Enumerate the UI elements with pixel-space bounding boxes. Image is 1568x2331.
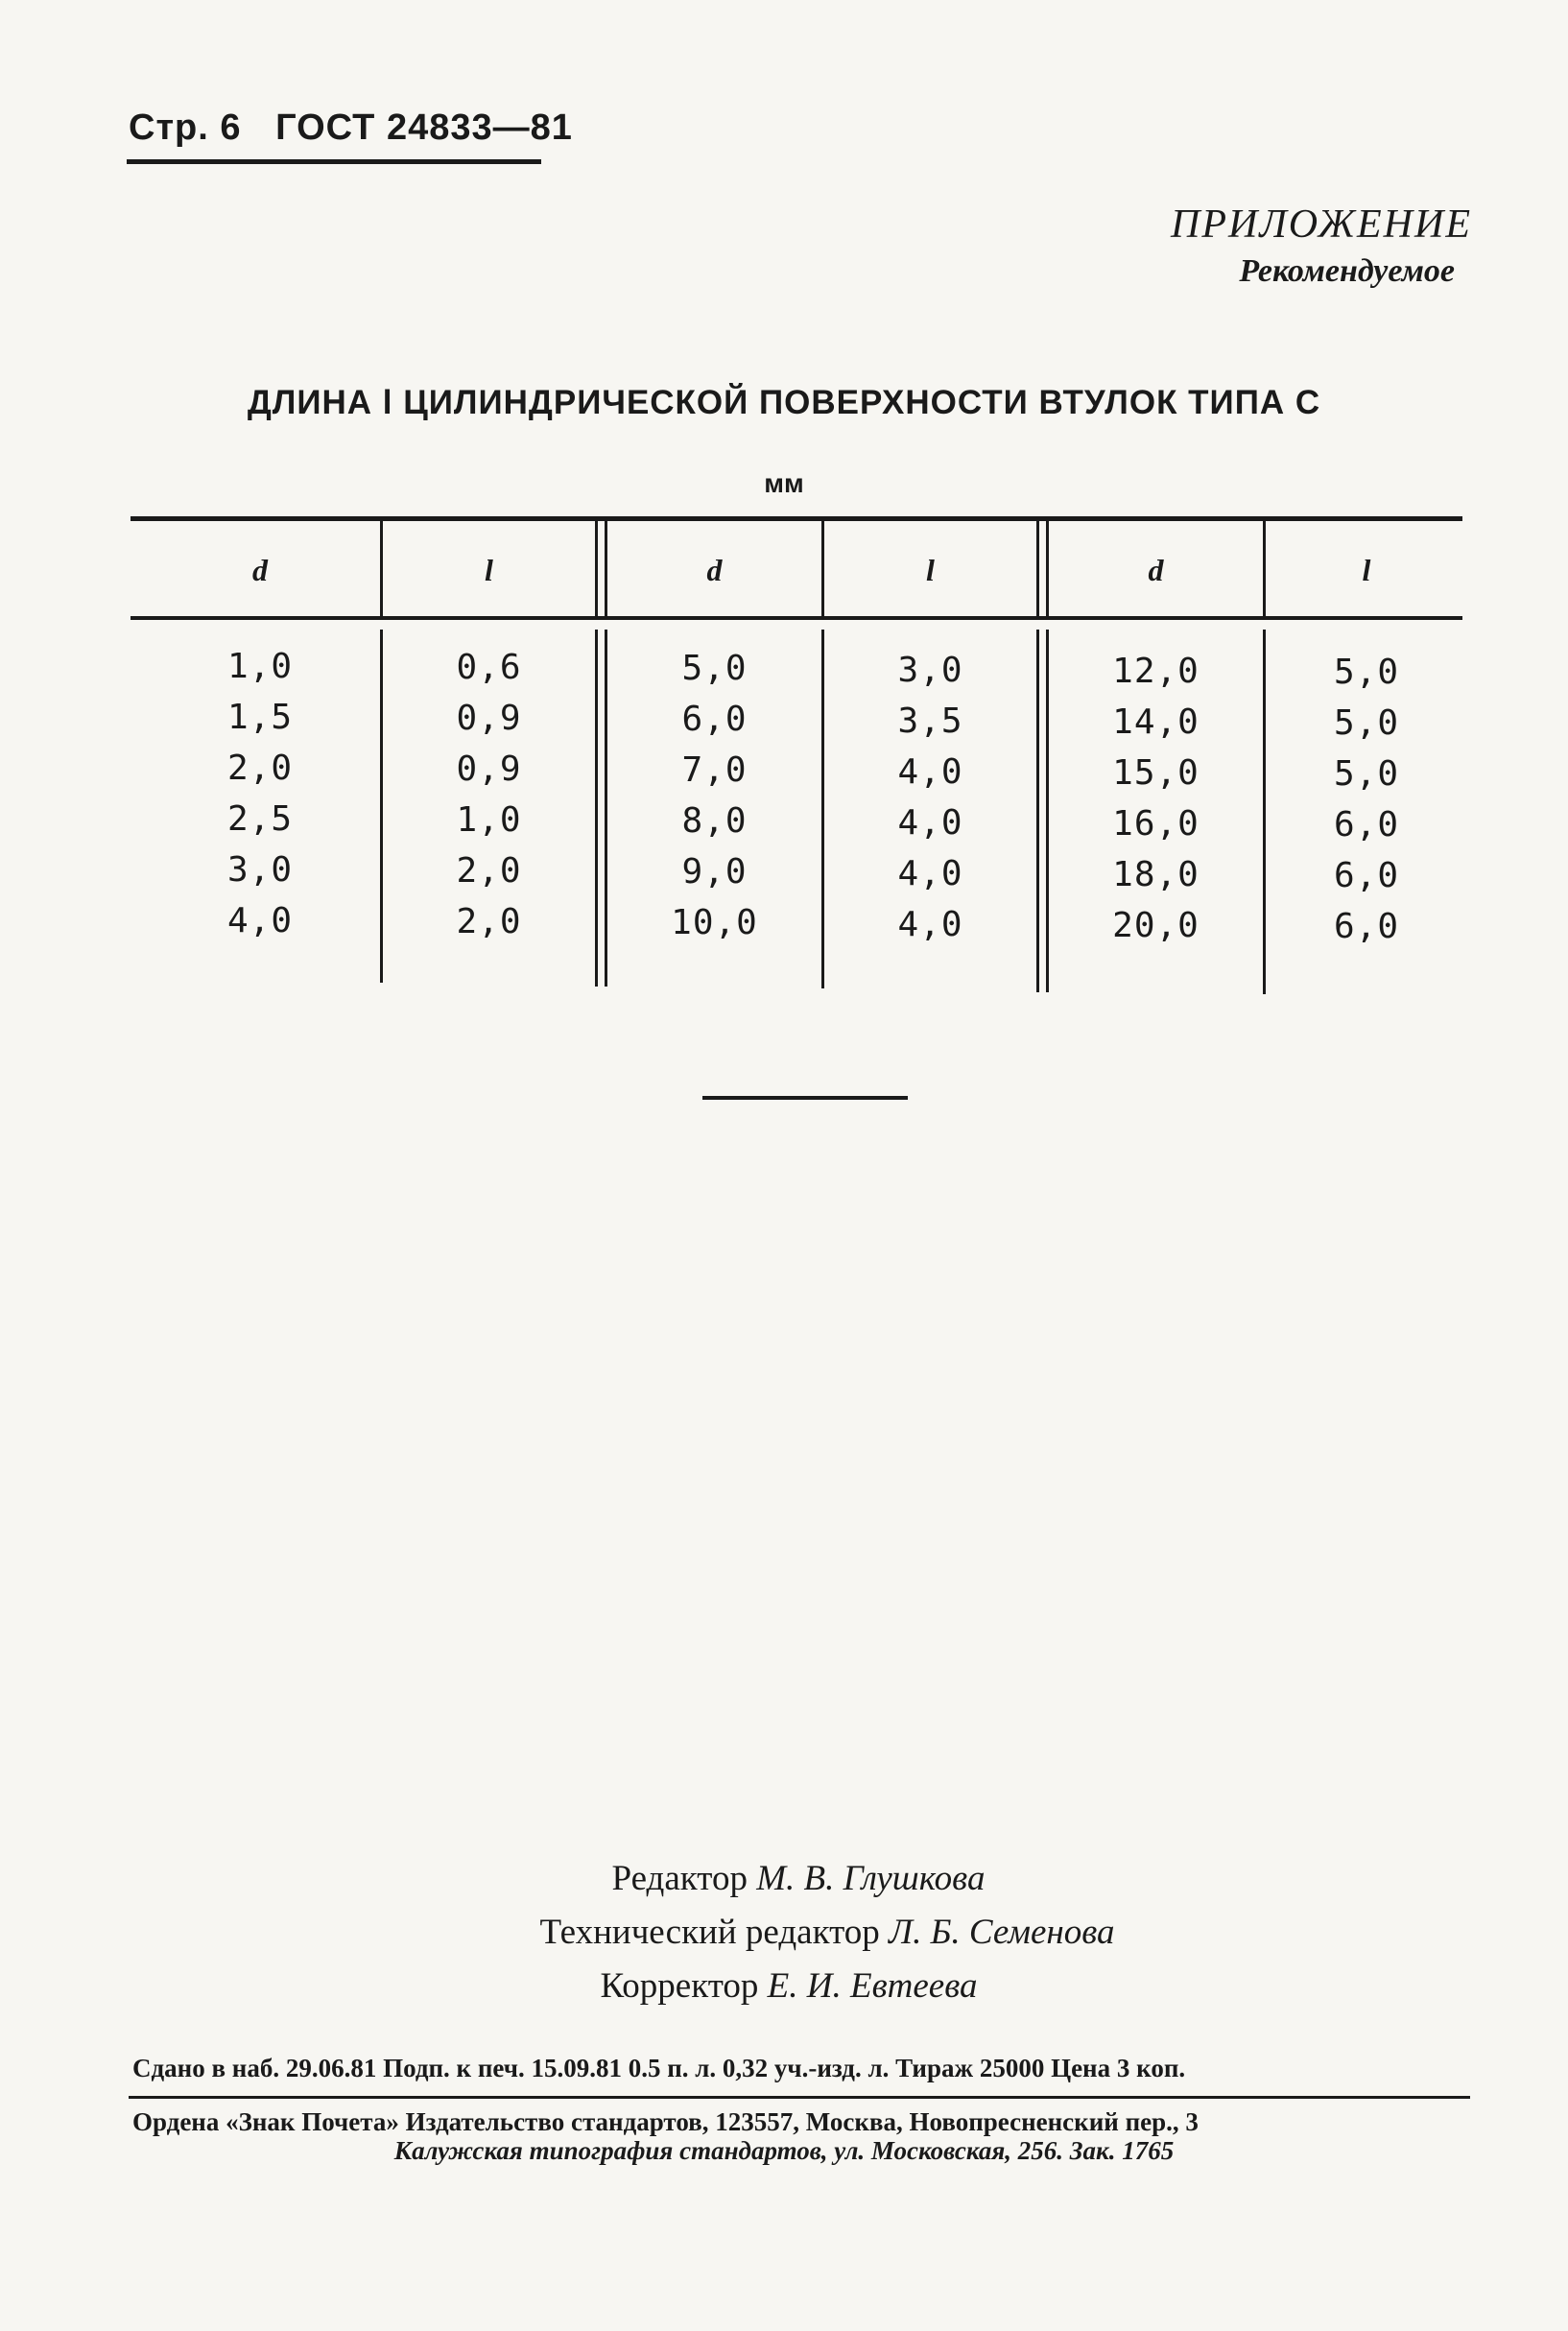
tech-editor-name: Л. Б. Семенова [889, 1913, 1115, 1952]
table-cell-d2: 5,0 [681, 649, 748, 689]
editor-name: М. В. Глушкова [756, 1859, 986, 1898]
table-cell-d1: 2,0 [226, 749, 294, 788]
table-header-rule [131, 616, 1462, 620]
col-double-divider [1036, 516, 1039, 616]
table-cell-l2: 4,0 [897, 751, 963, 792]
appendix-status: Рекомендуемое [1239, 253, 1455, 289]
table-cell-d1: 1,0 [226, 647, 294, 686]
proofreader-role: Корректор [600, 1966, 759, 2006]
table-cell-l3: 5,0 [1333, 703, 1400, 743]
table-cell-l1: 1,0 [456, 800, 522, 841]
header-d-3: d [1148, 553, 1164, 587]
printer-line: Калужская типография стандартов, ул. Московская, 256. Зак. 1765 [393, 2136, 1175, 2165]
table-title: ДЛИНА l ЦИЛИНДРИЧЕСКОЙ ПОВЕРХНОСТИ ВТУЛОК ТИПА С [247, 384, 1321, 421]
col-double-divider [595, 516, 598, 616]
table-cell-d3: 12,0 [1112, 651, 1200, 691]
table-cell-d2: 10,0 [671, 903, 758, 943]
table-cell-d2: 7,0 [681, 750, 748, 791]
table-cell-l3: 6,0 [1333, 907, 1400, 946]
header-d-1: d [252, 553, 268, 587]
separator-rule [702, 1096, 908, 1100]
editor-role: Редактор [611, 1859, 748, 1898]
col-double-divider [1036, 630, 1039, 992]
table-cell-d1: 2,5 [226, 799, 294, 839]
table-cell-l2: 4,0 [897, 853, 963, 893]
table-cell-d3: 18,0 [1112, 854, 1200, 894]
proofreader-name: Е. И. Евтеева [767, 1966, 978, 2006]
table-cell-l3: 6,0 [1333, 805, 1400, 844]
table-cell-d3: 20,0 [1112, 905, 1200, 945]
header-rule [127, 159, 541, 164]
proofreader-row [0, 1960, 1568, 2013]
table-cell-l3: 5,0 [1333, 653, 1400, 692]
table-cell-d1: 1,5 [226, 698, 294, 737]
table-cell-d3: 14,0 [1112, 702, 1200, 742]
imprint-rule [129, 2096, 1470, 2099]
table-cell-l2: 4,0 [897, 904, 963, 944]
header-d-2: d [706, 553, 723, 587]
table-cell-l1: 2,0 [456, 902, 522, 942]
col-double-divider [595, 630, 598, 987]
table-cell-d1: 4,0 [226, 901, 294, 940]
page-number: Стр. 6 [129, 107, 242, 148]
header-l-2: l [926, 553, 935, 587]
editors-block [0, 1852, 1568, 2013]
editor-row [0, 1852, 1568, 1906]
header-l-3: l [1362, 553, 1371, 587]
publisher-line: Ордена «Знак Почета» Издательство стандартов, 123557, Москва, Новопресненский пер., 3 [132, 2107, 1199, 2136]
table-cell-l1: 0,9 [456, 699, 522, 739]
table-cell-d3: 16,0 [1112, 803, 1200, 844]
imprint-line: Сдано в наб. 29.06.81 Подп. к печ. 15.09.81 0.5 п. л. 0,32 уч.-изд. л. Тираж 25000 Цена 3 коп. [132, 2054, 1186, 2082]
table-cell-d2: 9,0 [681, 852, 748, 892]
table-cell-l3: 5,0 [1333, 754, 1400, 794]
table-cell-d2: 8,0 [681, 801, 748, 842]
table-cell-l1: 2,0 [456, 851, 522, 892]
table-cell-l2: 3,5 [897, 701, 963, 741]
standard-number: ГОСТ 24833—81 [275, 107, 573, 148]
table-cell-l2: 3,0 [897, 650, 963, 690]
table-unit: мм [764, 468, 804, 498]
table-cell-l2: 4,0 [897, 802, 963, 843]
header-l-1: l [485, 553, 493, 587]
table-cell-l1: 0,6 [456, 648, 522, 688]
table-cell-d2: 6,0 [681, 700, 748, 740]
table-cell-l1: 0,9 [456, 749, 522, 790]
tech-editor-row [0, 1906, 1568, 1960]
table-cell-d3: 15,0 [1112, 752, 1200, 793]
table-cell-l3: 6,0 [1333, 856, 1400, 895]
page-header [129, 107, 596, 149]
appendix-title: ПРИЛОЖЕНИЕ [1171, 202, 1472, 247]
table-cell-d1: 3,0 [226, 850, 294, 890]
tech-editor-role: Технический редактор [539, 1913, 880, 1952]
appendix-block [1171, 202, 1472, 290]
